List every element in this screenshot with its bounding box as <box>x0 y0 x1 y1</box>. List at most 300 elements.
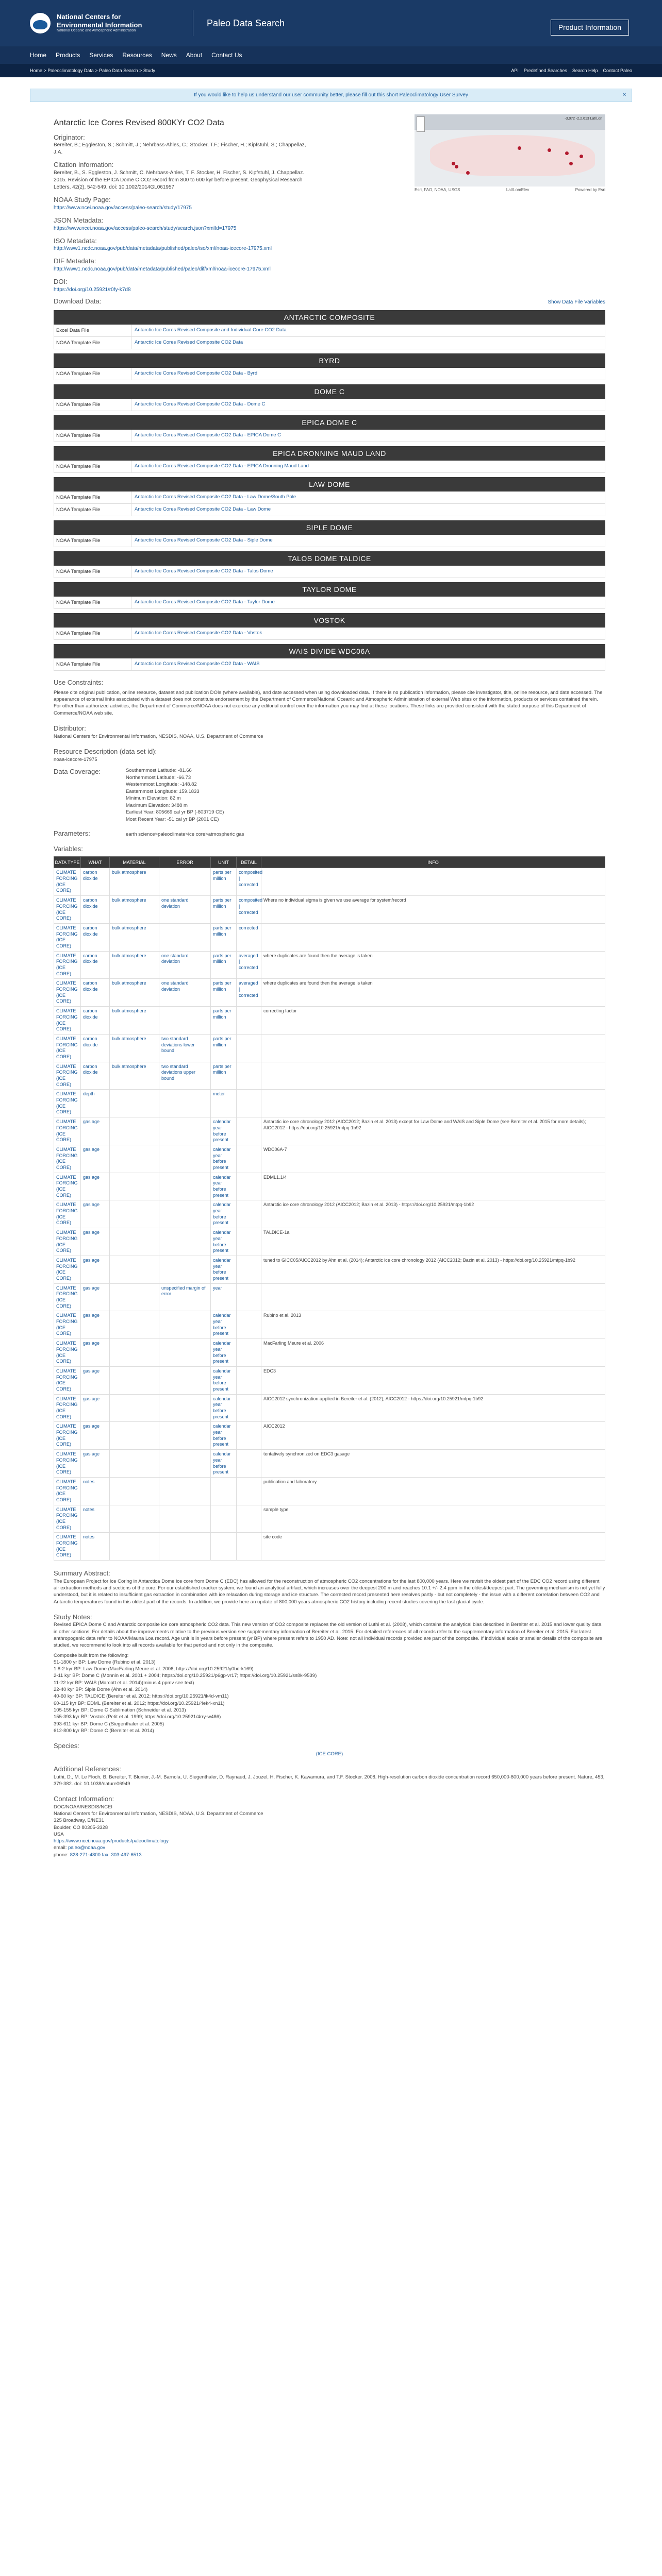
table-cell <box>261 1090 605 1117</box>
table-cell <box>237 1283 261 1311</box>
study-notes-label: Study Notes: <box>54 1613 92 1621</box>
table-row <box>54 1339 605 1367</box>
download-link[interactable]: Antarctic Ice Cores Revised Composite and Individual Core CO2 Data <box>135 327 287 333</box>
download-link[interactable]: Antarctic Ice Cores Revised Composite CO2 Data <box>135 340 243 346</box>
download-row <box>54 461 605 473</box>
site-header: LAW DOME <box>54 477 605 492</box>
table-cell <box>110 1422 159 1450</box>
table-cell: corrected <box>237 923 261 951</box>
variables-table <box>54 856 605 1561</box>
table-cell <box>110 1283 159 1311</box>
quick-links <box>511 67 632 74</box>
summary-section <box>54 1569 605 1858</box>
table-cell: carbon dioxide <box>81 868 110 896</box>
map-canvas[interactable] <box>415 114 605 187</box>
originator-value: Bereiter, B.; Eggleston, S.; Schmitt, J.; Nehrbass-Ahles, C.; Stocker, T.F.; Fischer, H.; Kipfstuhl, S.; Chappellaz, J.A. <box>54 142 306 156</box>
table-cell <box>110 1256 159 1283</box>
table-cell: tentatively synchronized on EDC3 gasage <box>261 1450 605 1478</box>
download-link[interactable]: Antarctic Ice Cores Revised Composite CO2 Data - WAIS <box>135 661 260 667</box>
table-cell: carbon dioxide <box>81 1062 110 1090</box>
study-map[interactable] <box>415 114 605 197</box>
use-constraints-text: Please cite original publication, online resource, dataset and publication DOIs (where available), and date accessed when using downloaded data. If there is no publication information, please cite investigator, title, online resource, and date accessed. The appearance of external links associated with a dataset does not constitute endorsement by the Department of Commerce/National Oceanic and Atmospheric Administration of external Web sites or the information, products or services contained therein. For other than authorized activities, the Department of Commerce/NOAA does not exercise any editorial control over the information you may find at these locations. These links are provided consistent with the stated purpose of this Department of Commerce/NOAA web site. <box>54 689 603 716</box>
table-cell <box>237 1394 261 1422</box>
table-row <box>54 1422 605 1450</box>
org-line-1: National Centers for <box>57 13 121 21</box>
table-cell[interactable]: CLIMATE FORCING (ICE CORE) <box>54 1228 81 1256</box>
file-type: NOAA Template File <box>54 658 131 670</box>
table-row <box>54 1228 605 1256</box>
table-cell <box>159 868 211 896</box>
site-marker-icon[interactable] <box>455 165 458 168</box>
table-row <box>54 1283 605 1311</box>
table-cell: gas age <box>81 1339 110 1367</box>
table-cell: calendar year before present <box>211 1117 237 1145</box>
org-name[interactable] <box>57 13 175 33</box>
download-row <box>54 399 605 411</box>
table-cell[interactable]: CLIMATE FORCING (ICE CORE) <box>54 979 81 1007</box>
table-cell: correcting factor <box>261 1007 605 1035</box>
iso-metadata-label: ISO Metadata: <box>54 236 97 245</box>
composite-entry: 11-22 kyr BP: WAIS (Marcott et al. 2014)(minus 4 ppmv see text) <box>54 1680 194 1686</box>
variables-section <box>54 844 605 1561</box>
table-cell: bulk atmosphere <box>110 951 159 979</box>
table-row <box>54 1256 605 1283</box>
json-metadata-label: JSON Metadata: <box>54 216 104 225</box>
noaa-logo-icon[interactable] <box>30 13 51 33</box>
contact-line: 325 Broadway, E/NE31 <box>54 1818 105 1824</box>
column-header: DATA TYPE <box>54 857 81 868</box>
data-coverage <box>54 767 605 823</box>
table-cell[interactable]: CLIMATE FORCING (ICE CORE) <box>54 896 81 924</box>
use-constraints-label: Use Constraints: <box>54 678 104 686</box>
table-cell[interactable]: CLIMATE FORCING (ICE CORE) <box>54 1533 81 1561</box>
table-row <box>54 1117 605 1145</box>
table-cell: Antarctic ice core chronology 2012 (AICC2012; Bazin et al. 2013) - https://doi.org/10.25921/mtpq-1b92 <box>261 1200 605 1228</box>
table-cell: unspecified margin of error <box>159 1283 211 1311</box>
table-cell: year <box>211 1283 237 1311</box>
table-cell: notes <box>81 1477 110 1505</box>
additional-refs-text: Luthi, D., M. Le Floch, B. Bereiter, T. Blunier, J.-M. Barnola, U. Siegenthaler, D. Raynaud, J. Jouzel, H. Fischer, K. Kawamura, and T.F. Stocker. 2008. High-resolution carbon dioxide concentration record 650,000-800,000 years before present. Nature, 453, 379-382. doi: 10.1038/nature06949 <box>54 1774 605 1787</box>
species-value[interactable]: (ICE CORE) <box>316 1751 343 1757</box>
table-cell: two standard deviations upper bound <box>159 1062 211 1090</box>
contact-line: Boulder, CO 80305-3328 <box>54 1824 108 1831</box>
site-header: TAYLOR DOME <box>54 582 605 597</box>
table-cell: bulk atmosphere <box>110 1007 159 1035</box>
site-marker-icon[interactable] <box>565 151 569 155</box>
table-cell: TALDICE-1a <box>261 1228 605 1256</box>
download-link[interactable]: Antarctic Ice Cores Revised Composite CO2 Data - Byrd <box>135 370 258 377</box>
table-cell: parts per million <box>211 1007 237 1035</box>
table-cell: bulk atmosphere <box>110 979 159 1007</box>
table-cell: parts per million <box>211 896 237 924</box>
download-link[interactable]: Antarctic Ice Cores Revised Composite CO2 Data - Dome C <box>135 401 266 408</box>
table-cell[interactable]: CLIMATE FORCING (ICE CORE) <box>54 1394 81 1422</box>
study-notes-text: Revised EPICA Dome C and Antarctic composite ice core atmospheric CO2 data. This new version of CO2 composite replaces the old version of Luthi et al. (2008), which contains the analytical bias described in Bereiter et al. 2015 and lower quality data in other sections. For details about the improvements relative to the previous version see supplementary information of Bereiter et al. 2015. For detailed references of all records refer to the supplementary information of Bereiter et al. 2015. For latest anthropogenic data refer to NOAA/Mauna Loa record. Age unit is in years before present (yr BP) where present refers to 1950 AD. Note: not all individual records provided are part of the composite. If individual scale or smaller details of the composite are studied, we recommend to look into all records available for that period and not only in the composite. <box>54 1622 603 1649</box>
table-cell <box>211 1533 237 1561</box>
table-cell <box>159 1422 211 1450</box>
noaa-study-page-link[interactable]: https://www.ncei.noaa.gov/access/paleo-search/study/17975 <box>54 205 192 211</box>
download-link[interactable]: Antarctic Ice Cores Revised Composite CO2 Data - Law Dome/South Pole <box>135 494 296 500</box>
contact-email-row <box>54 1844 605 1851</box>
contact-lines <box>54 1804 605 1838</box>
table-cell: tuned to GICC05/AICC2012 by Ahn et al. (2014); Antarctic ice core chronology 2012 (AICC2012; Bazin et al. 2013) - https://doi.org/10.25921/mtpq-1b92 <box>261 1256 605 1283</box>
show-variables-toggle[interactable]: Show Data File Variables <box>548 299 605 306</box>
table-cell: WDC06A-7 <box>261 1145 605 1173</box>
composite-entry: 60-115 kyr BP: EDML (Bereiter et al. 2012; https://doi.org/10.25921/4ek4-xn11) <box>54 1700 225 1706</box>
table-cell <box>237 1090 261 1117</box>
table-cell <box>237 1505 261 1533</box>
table-row <box>54 1173 605 1200</box>
site-marker-icon[interactable] <box>466 171 470 175</box>
composite-entry: 393-611 kyr BP: Dome C (Siegenthaler et al. 2005) <box>54 1721 164 1727</box>
table-cell <box>237 1034 261 1062</box>
summary-label: Summary Abstract: <box>54 1569 110 1578</box>
composite-entry: 51-1800 yr BP: Law Dome (Rubino et al. 2013) <box>54 1659 156 1665</box>
table-cell: one standard deviation <box>159 896 211 924</box>
contact-line: National Centers for Environmental Information, NESDIS, NOAA, U.S. Department of Commerce <box>54 1810 263 1817</box>
file-type: NOAA Template File <box>54 628 131 639</box>
download-link[interactable]: Antarctic Ice Cores Revised Composite CO2 Data - Vostok <box>135 630 262 636</box>
composite-built-list <box>54 1659 605 1734</box>
table-cell: EDML1.1/4 <box>261 1173 605 1200</box>
site-marker-icon[interactable] <box>569 162 573 165</box>
download-row <box>54 504 605 516</box>
survey-text: If you would like to help us understand our user community better, please fill out this short <box>194 92 398 98</box>
table-cell: bulk atmosphere <box>110 1034 159 1062</box>
parameters-label: Parameters: <box>54 829 90 838</box>
table-cell: site code <box>261 1533 605 1561</box>
table-row <box>54 1505 605 1533</box>
map-caption: Lat/Lon/Elev <box>506 188 529 192</box>
table-cell: parts per million <box>211 1062 237 1090</box>
doi-link[interactable]: https://doi.org/10.25921/r0fy-k7d8 <box>54 287 131 293</box>
site-marker-icon[interactable] <box>452 162 455 165</box>
email-label: email: <box>54 1845 67 1851</box>
doi-label: DOI: <box>54 277 68 285</box>
table-cell <box>237 1228 261 1256</box>
table-cell[interactable]: CLIMATE FORCING (ICE CORE) <box>54 1256 81 1283</box>
file-type: NOAA Template File <box>54 399 131 411</box>
composite-entry: 105-155 kyr BP: Dome C Sublimation (Schneider et al. 2013) <box>54 1707 186 1713</box>
table-row <box>54 1007 605 1035</box>
table-cell: gas age <box>81 1283 110 1311</box>
download-link[interactable]: Antarctic Ice Cores Revised Composite CO2 Data - Talos Dome <box>135 568 273 574</box>
citation-label: Citation Information: <box>54 161 114 169</box>
table-cell <box>159 1090 211 1117</box>
table-cell: carbon dioxide <box>81 1007 110 1035</box>
parameters-value: earth science>paleoclimate>ice core>atmospheric gas <box>126 832 244 838</box>
table-cell: notes <box>81 1533 110 1561</box>
table-cell[interactable]: CLIMATE FORCING (ICE CORE) <box>54 1366 81 1394</box>
file-type: NOAA Template File <box>54 461 131 472</box>
table-cell[interactable]: CLIMATE FORCING (ICE CORE) <box>54 868 81 896</box>
table-cell <box>159 1311 211 1339</box>
download-link[interactable]: Antarctic Ice Cores Revised Composite CO2 Data - Taylor Dome <box>135 599 275 605</box>
site-header: EPICA DRONNING MAUD LAND <box>54 446 605 461</box>
table-cell[interactable]: CLIMATE FORCING (ICE CORE) <box>54 1173 81 1200</box>
site-header: DOME C <box>54 384 605 399</box>
table-cell <box>237 1311 261 1339</box>
coverage-line: Most Recent Year: -51 cal yr BP (2001 CE) <box>126 816 219 822</box>
phone-label: phone: <box>54 1852 69 1858</box>
download-link[interactable]: Antarctic Ice Cores Revised Composite CO2 Data - EPICA Dome C <box>135 432 282 438</box>
table-cell: gas age <box>81 1311 110 1339</box>
table-cell: bulk atmosphere <box>110 1062 159 1090</box>
table-cell: where duplicates are found then the average is taken <box>261 951 605 979</box>
table-cell: parts per million <box>211 979 237 1007</box>
nav-item-resources[interactable]: Resources <box>122 51 152 59</box>
coverage-line: Westernmost Longitude: -148.82 <box>126 782 197 788</box>
table-cell: parts per million <box>211 923 237 951</box>
table-cell: bulk atmosphere <box>110 923 159 951</box>
table-cell: two standard deviations lower bound <box>159 1034 211 1062</box>
table-cell: publication and laboratory <box>261 1477 605 1505</box>
table-cell <box>237 1256 261 1283</box>
download-row <box>54 368 605 380</box>
table-cell[interactable]: CLIMATE FORCING (ICE CORE) <box>54 1090 81 1117</box>
table-cell: carbon dioxide <box>81 896 110 924</box>
download-link[interactable]: Antarctic Ice Cores Revised Composite CO2 Data - Law Dome <box>135 506 271 513</box>
quick-link[interactable]: Search Help <box>572 67 598 73</box>
table-row <box>54 1200 605 1228</box>
table-cell <box>237 1145 261 1173</box>
site-title[interactable]: Paleo Data Search <box>207 18 285 28</box>
study-content <box>0 117 662 1858</box>
composite-entry: 40-60 kyr BP: TALDICE (Bereiter et al. 2012; https://doi.org/10.25921/ik4d-vm11) <box>54 1693 229 1700</box>
table-cell <box>261 1062 605 1090</box>
main-nav <box>0 46 662 64</box>
table-cell[interactable]: CLIMATE FORCING (ICE CORE) <box>54 1034 81 1062</box>
table-cell <box>110 1228 159 1256</box>
table-cell: Antarctic ice core chronology 2012 (AICC2012; Bazin et al. 2013) except for Law Dome and WAIS and Siple Dome (see Bereiter et al. 2015 for more details); AICC2012 - https://doi.org/10.25921/mtpq-1b92 <box>261 1117 605 1145</box>
table-cell: calendar year before present <box>211 1200 237 1228</box>
table-row <box>54 1394 605 1422</box>
table-cell <box>159 1394 211 1422</box>
table-cell: carbon dioxide <box>81 1034 110 1062</box>
table-cell: AICC2012 synchronization applied in Bereiter et al. (2012); AICC2012 - https://doi.org/10.25921/mtpq-1b92 <box>261 1394 605 1422</box>
table-cell <box>110 1339 159 1367</box>
site-header: BYRD <box>54 353 605 368</box>
table-cell: Where no individual sigma is given we use average for system/record <box>261 896 605 924</box>
table-cell <box>261 1283 605 1311</box>
table-cell[interactable]: CLIMATE FORCING (ICE CORE) <box>54 1339 81 1367</box>
noaa-study-page-label: NOAA Study Page: <box>54 195 111 204</box>
table-cell <box>261 868 605 896</box>
file-type: NOAA Template File <box>54 368 131 380</box>
table-cell <box>110 1145 159 1173</box>
table-cell[interactable]: CLIMATE FORCING (ICE CORE) <box>54 1450 81 1478</box>
table-cell <box>110 1200 159 1228</box>
table-cell: gas age <box>81 1173 110 1200</box>
file-type: NOAA Template File <box>54 504 131 516</box>
table-cell: bulk atmosphere <box>110 868 159 896</box>
coverage-line: Easternmost Longitude: 159.1833 <box>126 788 200 794</box>
table-row <box>54 868 605 896</box>
table-cell: parts per million <box>211 1034 237 1062</box>
coverage-line: Earliest Year: 805669 cal yr BP (-803719 CE) <box>126 809 224 816</box>
site-marker-icon[interactable] <box>580 155 583 158</box>
download-row <box>54 628 605 640</box>
table-cell <box>237 1200 261 1228</box>
table-cell[interactable]: CLIMATE FORCING (ICE CORE) <box>54 951 81 979</box>
table-cell[interactable]: CLIMATE FORCING (ICE CORE) <box>54 1007 81 1035</box>
table-cell: gas age <box>81 1394 110 1422</box>
table-row <box>54 1366 605 1394</box>
download-row <box>54 658 605 671</box>
table-cell: gas age <box>81 1366 110 1394</box>
download-row <box>54 325 605 337</box>
site-header: TALOS DOME TALDICE <box>54 551 605 566</box>
nav-item-home[interactable]: Home <box>30 51 47 59</box>
table-cell[interactable]: CLIMATE FORCING (ICE CORE) <box>54 1283 81 1311</box>
table-row <box>54 1090 605 1117</box>
dif-metadata-label: DIF Metadata: <box>54 257 96 265</box>
table-cell: carbon dioxide <box>81 951 110 979</box>
download-row <box>54 566 605 578</box>
table-cell: where duplicates are found then the average is taken <box>261 979 605 1007</box>
site-marker-icon[interactable] <box>518 146 521 150</box>
table-cell <box>159 1145 211 1173</box>
table-cell: composited | corrected <box>237 896 261 924</box>
table-row <box>54 1311 605 1339</box>
json-metadata-link[interactable]: https://www.ncei.noaa.gov/access/paleo-search/study/search.json?xmlId=17975 <box>54 225 237 231</box>
table-row <box>54 1450 605 1478</box>
nav-item-services[interactable]: Services <box>89 51 113 59</box>
iso-metadata-link[interactable]: http://www1.ncdc.noaa.gov/pub/data/metadata/published/paleo/iso/xml/noaa-icecore-17975.xml <box>54 246 272 252</box>
table-cell: carbon dioxide <box>81 923 110 951</box>
table-cell[interactable]: CLIMATE FORCING (ICE CORE) <box>54 1117 81 1145</box>
quick-link[interactable]: Predefined Searches <box>523 67 567 73</box>
table-cell: sample type <box>261 1505 605 1533</box>
map-powered-by: Powered by Esri <box>575 188 605 192</box>
contact-email[interactable]: paleo@noaa.gov <box>68 1845 105 1851</box>
contact-phone[interactable]: 828-271-4800 fax: 303-497-6513 <box>70 1852 142 1858</box>
table-cell <box>159 1256 211 1283</box>
download-row <box>54 597 605 609</box>
quick-link[interactable]: API <box>511 67 519 73</box>
table-cell[interactable]: CLIMATE FORCING (ICE CORE) <box>54 1062 81 1090</box>
site-header: ANTARCTIC COMPOSITE <box>54 310 605 325</box>
table-cell <box>159 1007 211 1035</box>
coverage-line: Southernmost Latitude: -81.66 <box>126 768 192 774</box>
table-cell[interactable]: CLIMATE FORCING (ICE CORE) <box>54 923 81 951</box>
survey-banner <box>30 89 632 102</box>
site-header: EPICA DOME C <box>54 415 605 430</box>
table-cell: calendar year before present <box>211 1145 237 1173</box>
table-cell <box>237 1422 261 1450</box>
table-cell[interactable]: CLIMATE FORCING (ICE CORE) <box>54 1505 81 1533</box>
nav-item-contact-us[interactable]: Contact Us <box>211 51 242 59</box>
table-cell <box>159 1117 211 1145</box>
composite-entry: 2-11 kyr BP: Dome C (Monnin et al. 2001 + 2004; https://doi.org/10.25921/p6gp-vr17; https://doi.org/10.25921/ss8k-9539) <box>54 1673 317 1679</box>
composite-entry: 22-40 kyr BP: Siple Dome (Ahn et al. 2014) <box>54 1687 148 1693</box>
download-row <box>54 535 605 547</box>
nav-item-news[interactable]: News <box>161 51 177 59</box>
table-cell <box>159 1366 211 1394</box>
table-cell: gas age <box>81 1145 110 1173</box>
column-header: WHAT <box>81 857 110 868</box>
contact-url[interactable]: https://www.ncei.noaa.gov/products/paleoclimatology <box>54 1838 169 1844</box>
table-cell: calendar year before present <box>211 1422 237 1450</box>
table-cell <box>237 1117 261 1145</box>
table-cell <box>237 1173 261 1200</box>
table-cell <box>159 1173 211 1200</box>
table-row <box>54 1477 605 1505</box>
quick-link[interactable]: Contact Paleo <box>603 67 632 73</box>
table-cell: gas age <box>81 1422 110 1450</box>
table-cell: depth <box>81 1090 110 1117</box>
table-cell <box>237 1533 261 1561</box>
download-sites <box>54 310 605 671</box>
table-cell: EDC3 <box>261 1366 605 1394</box>
data-coverage-label: Data Coverage: <box>54 768 101 776</box>
table-cell[interactable]: CLIMATE FORCING (ICE CORE) <box>54 1200 81 1228</box>
table-cell <box>110 1450 159 1478</box>
file-type: NOAA Template File <box>54 597 131 608</box>
table-cell[interactable]: CLIMATE FORCING (ICE CORE) <box>54 1477 81 1505</box>
table-cell[interactable]: CLIMATE FORCING (ICE CORE) <box>54 1422 81 1450</box>
table-row <box>54 1145 605 1173</box>
species-label: Species: <box>54 1742 79 1750</box>
composite-entry: 155-393 kyr BP: Vostok (Petit et al. 1999; https://doi.org/10.25921/4rry-w486) <box>54 1714 221 1720</box>
breadcrumb-bar <box>0 64 662 77</box>
table-cell <box>159 1200 211 1228</box>
file-type: NOAA Template File <box>54 535 131 547</box>
additional-refs-label: Additional References: <box>54 1765 121 1773</box>
table-cell <box>261 1034 605 1062</box>
survey-link[interactable]: Paleoclimatology User Survey <box>399 92 468 98</box>
table-cell: gas age <box>81 1117 110 1145</box>
table-cell[interactable]: CLIMATE FORCING (ICE CORE) <box>54 1311 81 1339</box>
table-row <box>54 1533 605 1561</box>
nav-item-about[interactable]: About <box>186 51 203 59</box>
table-cell <box>159 1533 211 1561</box>
table-cell[interactable]: CLIMATE FORCING (ICE CORE) <box>54 1145 81 1173</box>
table-row <box>54 1034 605 1062</box>
table-cell: Rubino et al. 2013 <box>261 1311 605 1339</box>
study-title: Antarctic Ice Cores Revised 800KYr CO2 Data <box>54 118 224 127</box>
dif-metadata-link[interactable]: http://www1.ncdc.noaa.gov/pub/data/metadata/published/paleo/dif/xml/noaa-icecore-17975.xml <box>54 266 271 272</box>
table-row <box>54 896 605 924</box>
close-icon[interactable]: ✕ <box>622 92 626 98</box>
breadcrumb[interactable]: Home > Paleoclimatology Data > Paleo Data Search > Study <box>30 67 155 73</box>
table-cell: calendar year before present <box>211 1339 237 1367</box>
composite-built-label: Composite built from the following: <box>54 1652 129 1658</box>
table-cell: gas age <box>81 1200 110 1228</box>
table-cell: calendar year before present <box>211 1228 237 1256</box>
download-link[interactable]: Antarctic Ice Cores Revised Composite CO2 Data - Siple Dome <box>135 537 273 544</box>
download-link[interactable]: Antarctic Ice Cores Revised Composite CO2 Data - EPICA Dronning Maud Land <box>135 463 309 469</box>
table-cell <box>237 1007 261 1035</box>
zoom-control[interactable] <box>417 116 425 132</box>
nav-item-products[interactable]: Products <box>56 51 80 59</box>
table-cell <box>159 1450 211 1478</box>
table-cell: carbon dioxide <box>81 979 110 1007</box>
table-cell <box>110 1117 159 1145</box>
map-coords: -3,072 -2,2,613 Lat/Lon <box>565 117 602 121</box>
product-info-button[interactable]: Product Information <box>551 20 629 36</box>
citation-value: Bereiter, B., S. Eggleston, J. Schmitt, C. Nehrbass-Ahles, T. F. Stocker, H. Fischer, S. Kipfstuhl, J. Chappellaz. 2015. Revision of the EPICA Dome C CO2 record from 800 to 600 kyr before present. Geophysical Research Letters, 42(2), 542-549. doi: 10.1002/2014GL061957 <box>54 170 305 190</box>
contact-line: USA <box>54 1831 64 1837</box>
distributor-text: National Centers for Environmental Information, NESDIS, NOAA, U.S. Department of Commerce <box>54 734 263 739</box>
table-cell <box>159 1228 211 1256</box>
table-cell: averaged | corrected <box>237 951 261 979</box>
site-marker-icon[interactable] <box>548 148 551 152</box>
resource-label: Resource Description (data set id): <box>54 748 157 756</box>
file-type: Excel Data File <box>54 325 131 336</box>
table-cell: averaged | corrected <box>237 979 261 1007</box>
table-cell: one standard deviation <box>159 979 211 1007</box>
